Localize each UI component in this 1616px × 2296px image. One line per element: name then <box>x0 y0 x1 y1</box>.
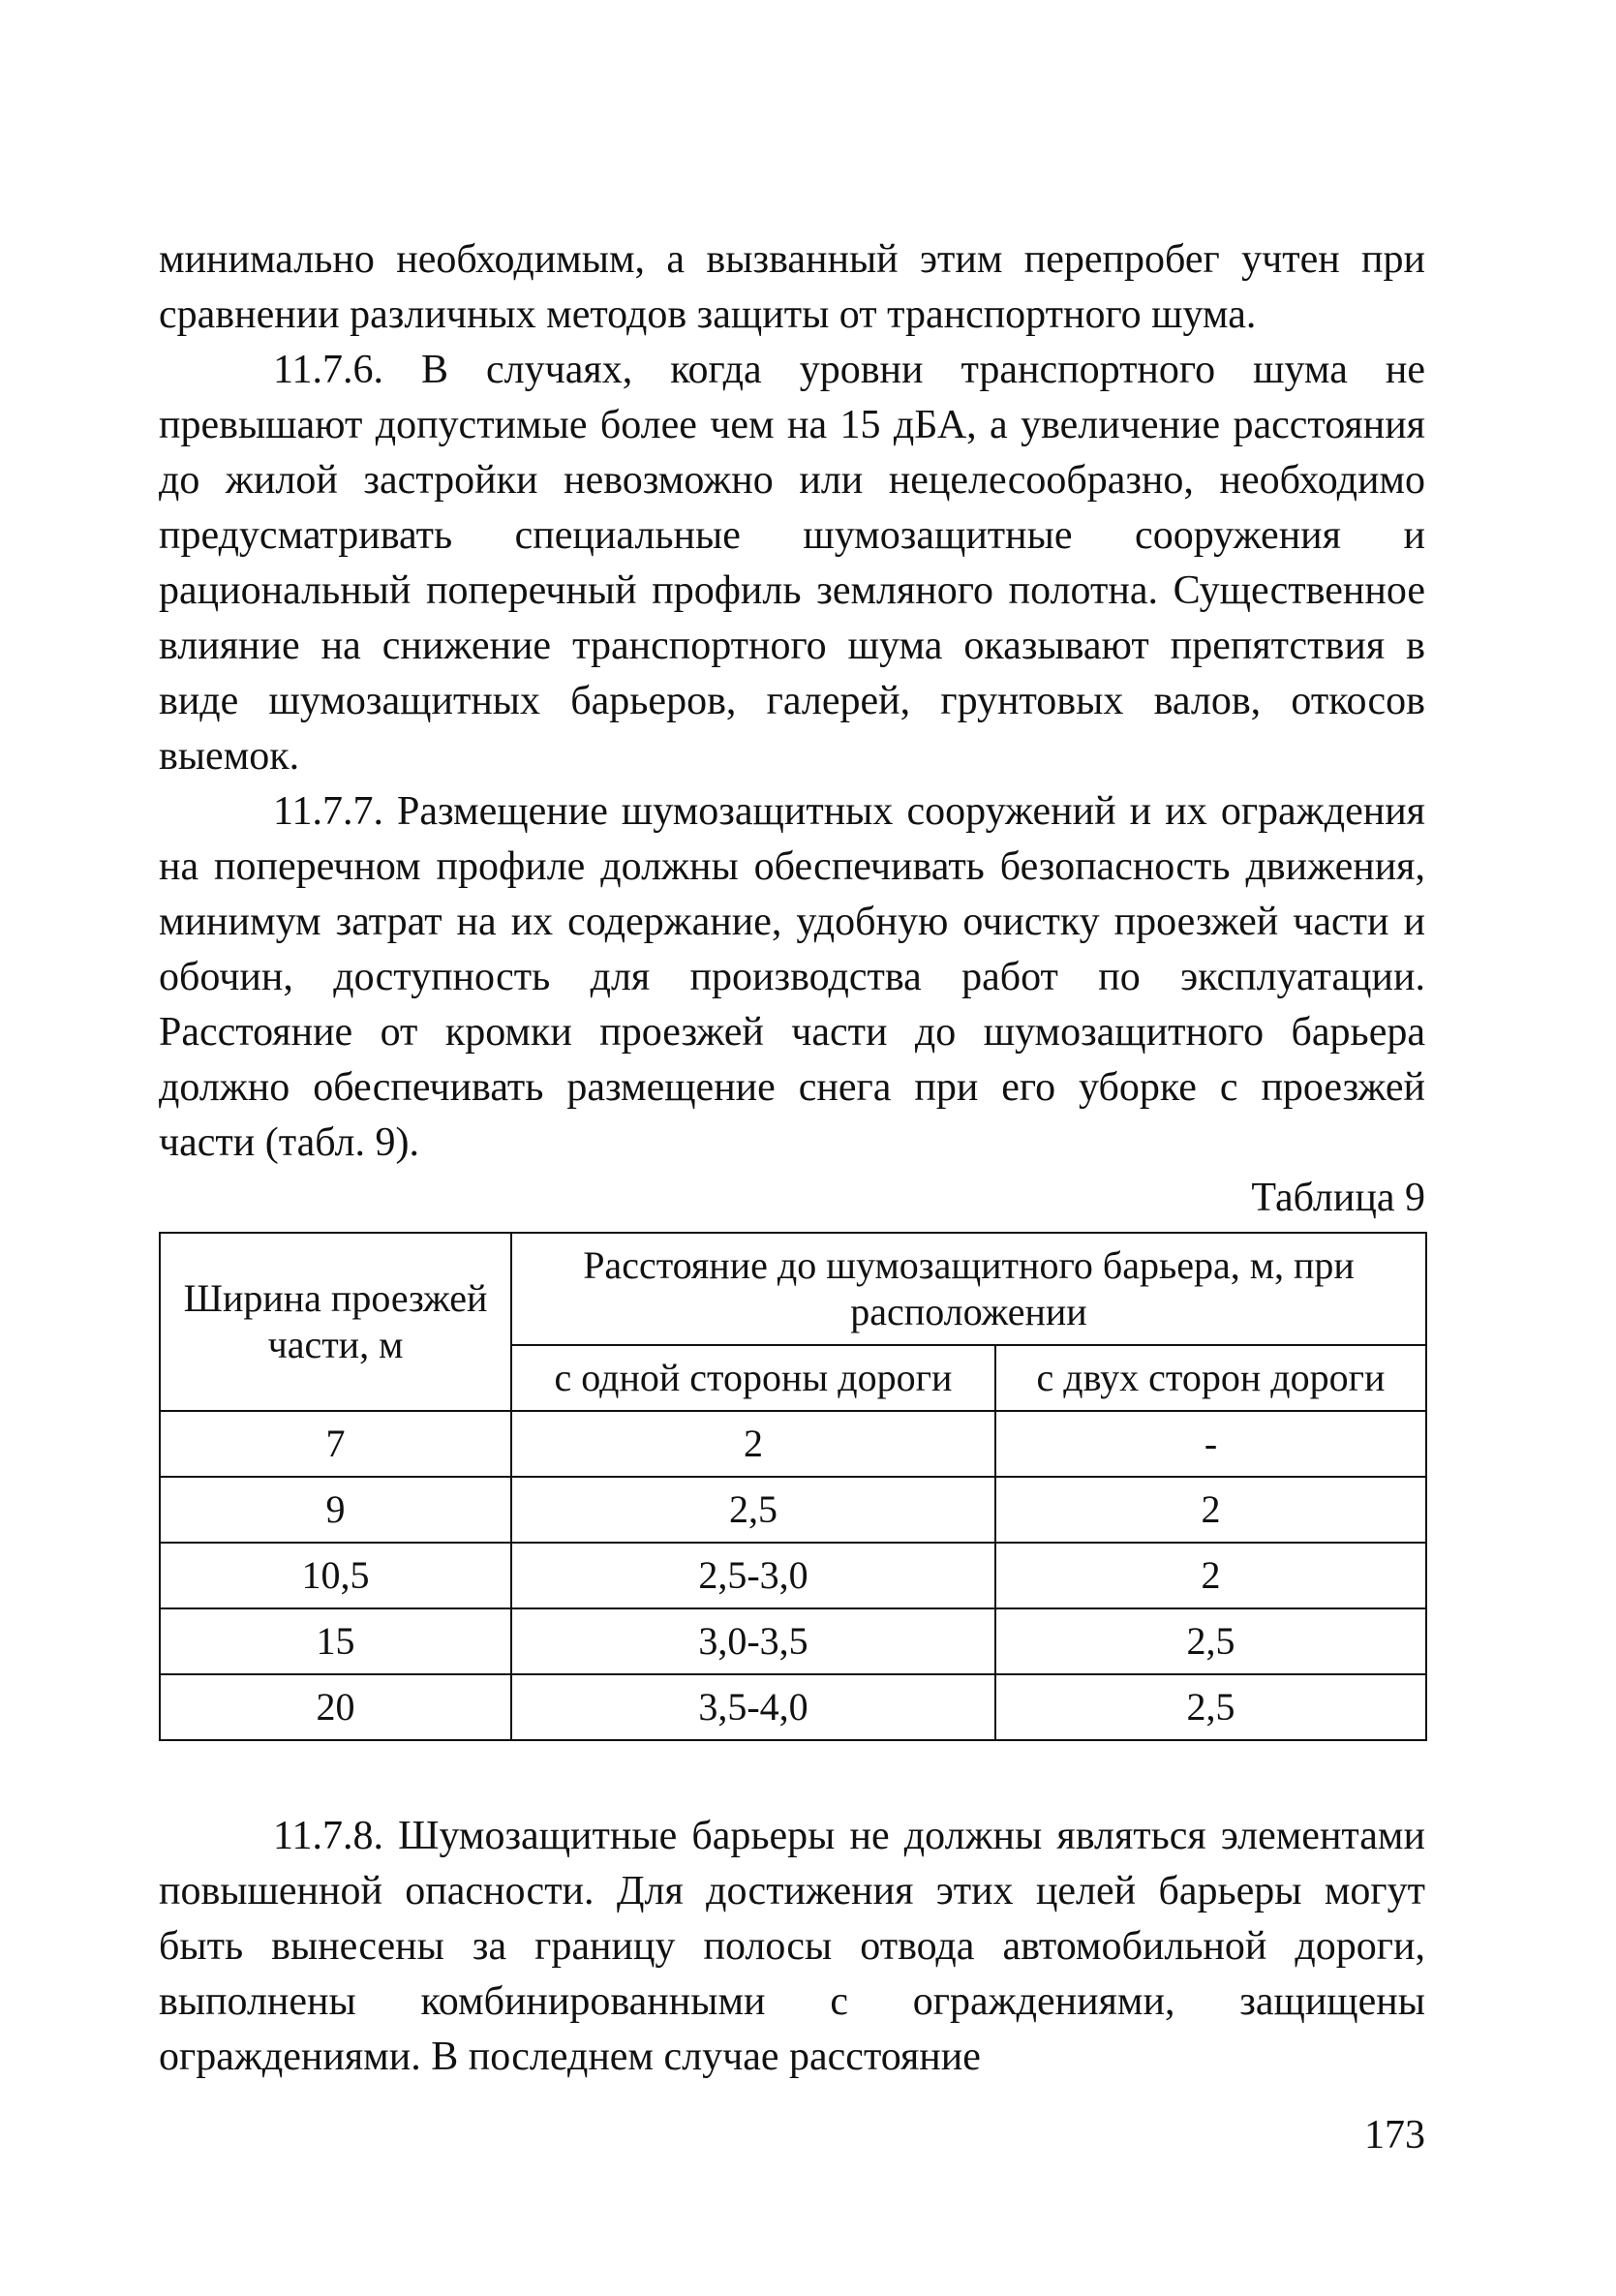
cell-width: 9 <box>160 1477 511 1543</box>
table-spacer <box>159 1741 1425 1809</box>
cell-one-side: 3,0-3,5 <box>511 1608 995 1674</box>
page-body <box>159 232 1425 2085</box>
header-distance-to-barrier: Расстояние до шумозащитного барьера, м, при расположении <box>511 1233 1426 1345</box>
table-caption: Таблица 9 <box>1251 1176 1425 1220</box>
cell-two-sides: 2 <box>995 1543 1426 1608</box>
cell-width: 7 <box>160 1411 511 1477</box>
header-carriageway-width: Ширина проезжей части, м <box>160 1233 511 1411</box>
cell-width: 20 <box>160 1674 511 1740</box>
cell-one-side: 2 <box>511 1411 995 1477</box>
table-row <box>160 1608 1426 1674</box>
cell-one-side: 3,5-4,0 <box>511 1674 995 1740</box>
header-two-sides: с двух сторон дороги <box>995 1345 1426 1411</box>
paragraph-11-7-6: 11.7.6. В случаях, когда уровни транспортного шума не превышают допустимые более чем на 15 дБА, а увеличение расстояния до жилой застройки невозможно или нецелесообразно, необходимо предусматривать специальные шумозащитные сооружения и рациональный поперечный профиль земляного полотна. Существенное влияние на снижение транспортного шума оказывают препятствия в виде шумозащитных барьеров, галерей, грунтовых валов, откосов выемок. <box>159 348 1425 779</box>
table-9 <box>159 1232 1427 1741</box>
table-row <box>160 1674 1426 1740</box>
table-header-row <box>160 1233 1426 1345</box>
page-number: 173 <box>1364 2113 1425 2158</box>
paragraph-11-7-7: 11.7.7. Размещение шумозащитных сооружений и их ограждения на поперечном профиле должны обеспечивать безопасность движения, минимум затрат на их содержание, удобную очистку проезжей части и обочин, доступность для производства работ по эксплуатации. Расстояние от кромки проезжей части до шумозащитного барьера должно обеспечивать размещение снега при его уборке с проезжей части (табл. 9). <box>159 789 1425 1165</box>
paragraph-11-7-8: 11.7.8. Шумозащитные барьеры не должны являться элементами повышенной опасности. Для достижения этих целей барьеры могут быть вынесены за границу полосы отвода автомобильной дороги, выполнены комбинированными с ограждениями, защищены ограждениями. В последнем случае расстояние <box>159 1814 1425 2079</box>
cell-one-side: 2,5 <box>511 1477 995 1543</box>
cell-one-side: 2,5-3,0 <box>511 1543 995 1608</box>
cell-two-sides: - <box>995 1411 1426 1477</box>
header-one-side: с одной стороны дороги <box>511 1345 995 1411</box>
cell-width: 15 <box>160 1608 511 1674</box>
cell-two-sides: 2,5 <box>995 1608 1426 1674</box>
cell-width: 10,5 <box>160 1543 511 1608</box>
table-row <box>160 1543 1426 1608</box>
paragraph-continuation: минимально необходимым, а вызванный этим перепробег учтен при сравнении различных методов защиты от транспортного шума. <box>159 237 1425 337</box>
table-row <box>160 1477 1426 1543</box>
cell-two-sides: 2 <box>995 1477 1426 1543</box>
table-row <box>160 1411 1426 1477</box>
cell-two-sides: 2,5 <box>995 1674 1426 1740</box>
